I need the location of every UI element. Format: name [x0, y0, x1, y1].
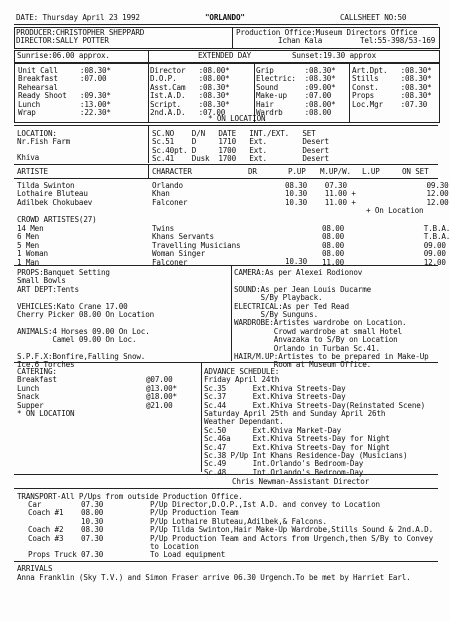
office-location: Ichan Kala [278, 36, 323, 45]
on-location-note: * ON LOCATION [208, 114, 266, 123]
crew-calls: Grip :08.30* Electric: :08.30* Sound :09.00* Make-up :07.00 Hair :08.00* Wardrb :08.00 [256, 66, 336, 118]
extended-day: EXTENDED DAY [198, 51, 252, 60]
crowd-pickup: 10.30 [285, 257, 308, 266]
director-calls: Director :08.00* D.O.P. :08.00* Asst.Cam :08.30* Ist.A.D. :08.30* Script. :08.30* 2nd.A.D. :07.00 [150, 66, 230, 118]
divider [231, 265, 232, 361]
divider [14, 488, 438, 489]
divider [201, 362, 202, 472]
cast-characters: Orlando Khan Falconer [152, 181, 188, 207]
sunset: Sunset:19.30 approx [292, 51, 377, 60]
divider [349, 63, 350, 122]
transport-details: P/Up Director,D.O.P.,Ist A.D. and convey to Location P/Up Production Team P/Up Lothaire Bluteau,Adilbek,& Falcons. P/Up Tilda Swinton,Hair Make-Up Wardrobe,Stills Sound & 2nd.A.D. P/Up Production Team and Actors from Urgench,then S/By to Convey to Location To Load equipment [150, 500, 433, 560]
arrivals-text: Anna Franklin (Sky T.V.) and Simon Fraser arrive 06.30 Urgench.To be met by Harriet Earl. [17, 573, 411, 582]
divider [14, 125, 438, 126]
scene-table: SC.NO D/N DATE INT./EXT. SET Sc.51 D 1710 Ext. Desert Sc.40pt. D 1700 Ext. Desert Sc.41 Dusk 1700 Ext. Desert [152, 129, 329, 164]
col-makeup: M.UP/W. [320, 167, 351, 176]
col-artiste: ARTISTE [17, 167, 48, 176]
departments-right: CAMERA:As per Alexei Rodionov SOUND:As per Jean Louis Ducarme S/By Playback. ELECTRICAL:As per Ted Read S/By Sunguns. WARDROBE:Artistes wardrobe on Location. Crowd wardrobe at small Hotel Anvazaka to S/By on Location Orlando in Turban Sc.41. HAIR/M.UP:Artistes to be prepared in Make-Up Room at Museum Office. [234, 268, 429, 370]
unit-calls: Unit Call :08.30* Breakfast :07.00 Rehearsal Ready Shoot :09.30* Lunch :13.00* Wrap :22.30* [18, 66, 111, 118]
assistant-director: Chris Newman-Assistant Director [232, 477, 370, 486]
office-phone: Tel:55-398/53-169 [360, 36, 436, 45]
location-label: LOCATION: [17, 129, 57, 138]
col-pickup: P.UP [288, 167, 306, 176]
sunrise: Sunrise:06.00 approx. [17, 51, 110, 60]
transport-title: TRANSPORT-All P/Ups from outside Production Office. [17, 492, 243, 501]
cast-names: Tilda Swinton Lothaire Bluteau Adilbek Chokubaev [17, 181, 93, 207]
divider [14, 474, 438, 475]
production-title: "ORLANDO" [205, 13, 245, 22]
advance-schedule: ADVANCE SCHEDULE: Friday April 24th Sc.35 Ext.Khiva Streets-Day Sc.37 Ext.Khiva Streets-Day Sc.44 Ext.Khiva Streets-Day(Reinstated Scene) Saturday April 25th and Sunday April 26th Weather Dependant. Sc.50 Ext.Khiva Market-Day Sc.46a Ext.Khiva Streets-Day for Night Sc.47 Ext.Khiva Streets-Day for Night Sc.38 P/Up Int Khans Residence-Day (Musicians) Sc.49 Int.Orlando's Bedroom-Day Sc.48 Int.Orlando's Bedroom-Day [204, 367, 426, 477]
col-onset: ON SET [402, 167, 429, 176]
col-lunch: L.UP [362, 167, 380, 176]
director-line: DIRECTOR:SALLY POTTER [16, 36, 109, 45]
divider [148, 125, 149, 163]
location-city: Khiva [17, 153, 40, 162]
cast-times: 08.30 07.30 09.30 10.30 11.00 + 12.00 10.30 11.00 + 12.00 [285, 181, 449, 207]
crowd-names: 14 Men 6 Men 5 Men 1 Woman 1 Man [17, 224, 48, 267]
producer-line: PRODUCER:CHRISTOPHER SHEPPARD [16, 28, 145, 37]
divider [14, 561, 438, 562]
catering: CATERING: Breakfast Lunch Snack Supper * ON LOCATION [17, 367, 75, 419]
crowd-times: 08.00 T.B.A. 08.00 T.B.A. 08.00 09.00 08.00 09.00 11.00 12.00 [322, 224, 450, 267]
crowd-characters: Twins Khans Servants Travelling Musicians Woman Singer Falconer [152, 224, 241, 267]
cast-location-note: + On Location [366, 206, 424, 215]
arrivals-title: ARRIVALS [17, 564, 53, 573]
divider [14, 362, 438, 363]
divider [148, 164, 149, 178]
divider [14, 24, 438, 25]
dept-calls: Art.Dpt. :08.30* Stills :08.30* Const. :08.30* Props :08.30* Loc.Mgr :07.30 [352, 66, 432, 109]
divider [14, 164, 438, 165]
callsheet-number: CALLSHEET NO:50 [340, 13, 407, 22]
col-character: CHARACTER [152, 167, 192, 176]
location-name: Nr.Fish Farm [17, 137, 71, 146]
departments-left: PROPS:Banquet Setting Small Bowls ART DEPT:Tents VEHICLES:Kato Crane 17.00 Cherry Picker 08.00 On Location ANIMALS:4 Horses 09.00 On Loc. Camel 09.00 On Loc. S.P.F.X:Bonfire,Falling Snow. Ice.6 Torches [17, 268, 155, 370]
divider [14, 265, 438, 266]
col-dr: DR [248, 167, 257, 176]
divider [14, 178, 438, 179]
crowd-title: CROWD ARTISTES(27) [17, 215, 97, 224]
divider [148, 63, 149, 122]
date-line: DATE: Thursday April 23 1992 [16, 13, 140, 22]
catering-times: @07.00 @13.00* @18.00* @21.00 [146, 375, 177, 410]
divider [232, 27, 233, 49]
divider [148, 50, 149, 62]
production-office: Production Office:Museum Directors Office [236, 28, 418, 37]
transport-vehicles: Car 07.30 Coach #1 08.00 10.30 Coach #2 08.30 Coach #3 07.30 Props Truck 07.30 [28, 500, 104, 560]
